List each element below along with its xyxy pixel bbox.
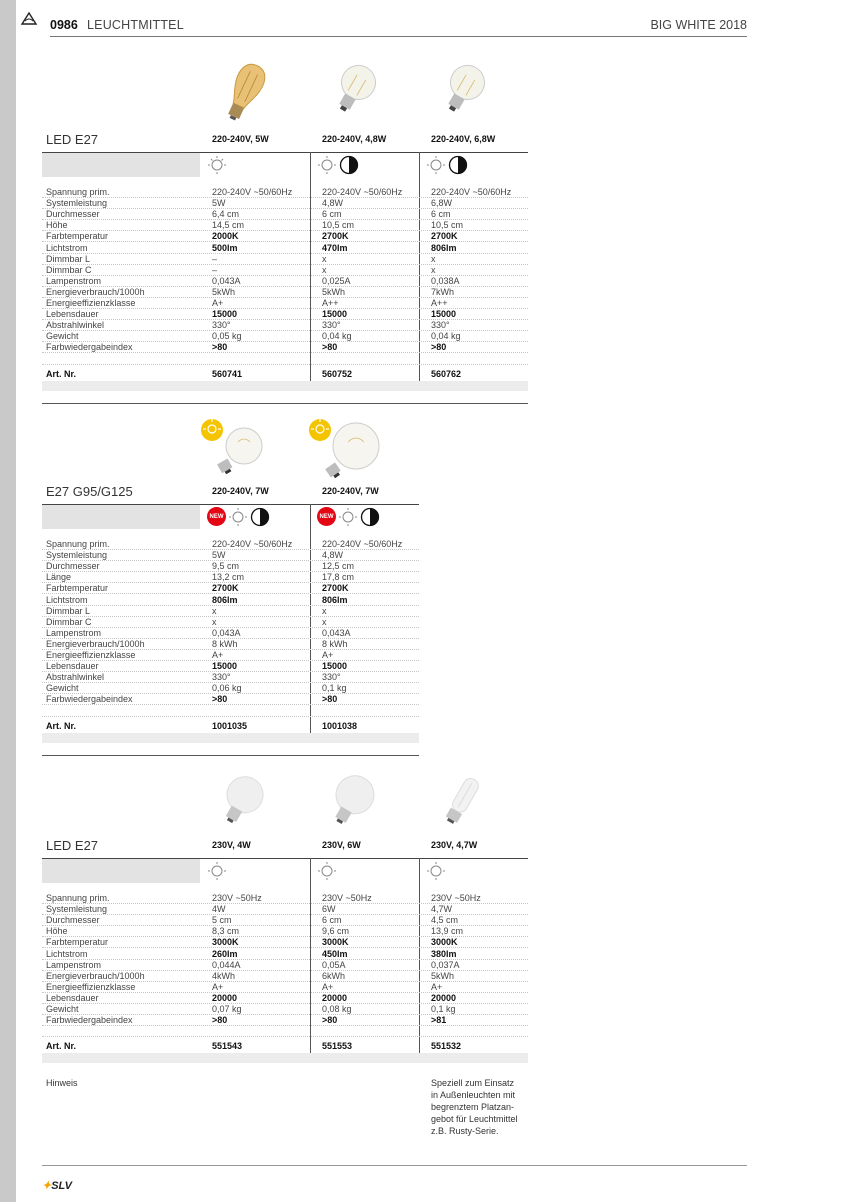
spec-label: Dimmbar L	[46, 605, 91, 616]
spec-value: 260lm	[212, 948, 238, 959]
logo-spark-icon: ✦	[42, 1180, 52, 1192]
spec-value: 20000	[431, 992, 457, 1003]
page-header	[50, 17, 747, 37]
energy-bulb-icon	[426, 155, 446, 175]
spec-value: 220-240V ~50/60Hz	[322, 539, 403, 549]
dimmable-icon	[250, 507, 270, 527]
spec-value: >80	[212, 694, 228, 705]
spec-value: 8,3 cm	[212, 926, 240, 937]
spec-value: >80	[212, 342, 228, 353]
spec-value: >80	[322, 1015, 338, 1026]
spec-label: Systemleistung	[46, 550, 108, 561]
article-number: 560752	[322, 368, 353, 379]
g125-globe-bulb-image	[308, 414, 388, 479]
spec-row	[42, 971, 528, 982]
spec-row	[42, 639, 419, 650]
spec-value: 13,9 cm	[431, 926, 464, 937]
spec-value: x	[431, 264, 436, 275]
column-header: 220-240V, 4,8W	[322, 134, 387, 144]
spec-label: Länge	[46, 572, 72, 583]
article-number-label: Art. Nr.	[46, 1041, 77, 1052]
spec-value: 0,05A	[322, 959, 346, 970]
product-table-led-e27-opal	[42, 758, 528, 1068]
article-number-label: Art. Nr.	[46, 368, 77, 379]
section-title: LED E27	[46, 838, 99, 853]
spec-value: 330°	[322, 320, 341, 331]
energy-bulb-icon	[317, 155, 337, 175]
spec-label: Lichtstrom	[46, 242, 88, 253]
icon-group	[207, 507, 270, 527]
spec-label: Energieeffizienzklasse	[46, 298, 136, 308]
spec-value: 806lm	[431, 242, 457, 253]
dimmable-icon	[360, 507, 380, 527]
energy-bulb-icon	[207, 861, 227, 881]
spec-value: x	[431, 253, 436, 264]
spec-value: 5kWh	[212, 286, 236, 297]
spec-row	[42, 331, 528, 342]
spec-value: 380lm	[431, 948, 457, 959]
spec-value: >80	[212, 1015, 228, 1026]
spec-value: 2700K	[322, 231, 349, 242]
spec-value: 0,04 kg	[431, 331, 461, 342]
spec-value: 450lm	[322, 948, 348, 959]
spec-value: A+	[431, 981, 443, 992]
spec-value: 4kWh	[212, 970, 236, 981]
spec-value: 0,038A	[431, 275, 460, 286]
spec-value: >80	[322, 342, 338, 353]
icon-group	[426, 861, 446, 881]
spec-value: 5 cm	[212, 915, 232, 926]
spec-value: A++	[431, 298, 448, 308]
column-header: 220-240V, 7W	[322, 486, 379, 496]
energy-bulb-icon	[338, 507, 358, 527]
spec-value: 17,8 cm	[322, 572, 355, 583]
spec-row	[42, 949, 528, 960]
spec-row	[42, 650, 419, 661]
opal-a-bulb-image	[322, 770, 382, 832]
spec-value: 6,4 cm	[212, 209, 240, 220]
spec-value: A+	[322, 650, 334, 660]
spec-value: 330°	[431, 320, 450, 331]
spec-value: 6,8W	[431, 198, 453, 209]
spec-row	[42, 683, 419, 694]
spec-label: Lichtstrom	[46, 594, 88, 605]
spec-label: Farbtemperatur	[46, 583, 109, 594]
spec-label: Energieverbrauch/1000h	[46, 970, 145, 981]
spec-label: Dimmbar C	[46, 264, 92, 275]
spec-row	[42, 320, 528, 331]
spec-row	[42, 672, 419, 683]
icon-group	[317, 155, 359, 175]
spec-row	[42, 628, 419, 639]
spec-value: 4,7W	[431, 904, 453, 915]
column-header: 220-240V, 5W	[212, 134, 269, 144]
spec-label: Lichtstrom	[46, 948, 88, 959]
article-number: 551543	[212, 1041, 243, 1052]
spec-value: 15000	[431, 309, 457, 320]
spec-value: >80	[431, 342, 447, 353]
spec-value: –	[212, 264, 218, 275]
spec-value: 6kWh	[322, 970, 346, 981]
spec-value: 0,043A	[212, 627, 241, 638]
new-badge: NEW	[317, 507, 336, 526]
spec-label: Abstrahlwinkel	[46, 672, 105, 683]
table-end-line	[42, 755, 419, 756]
spec-value: 6 cm	[322, 209, 342, 220]
spec-row	[42, 893, 528, 904]
spec-value: 500lm	[212, 242, 238, 253]
spec-row	[42, 937, 528, 948]
spec-label: Lebensdauer	[46, 661, 99, 672]
a60-filament-bulb-image	[427, 57, 497, 127]
spec-row	[42, 298, 528, 309]
icon-group	[207, 861, 227, 881]
dimmable-icon	[339, 155, 359, 175]
spec-value: A+	[212, 650, 224, 660]
article-number-row	[42, 1040, 528, 1053]
spec-value: x	[322, 605, 327, 616]
spec-label: Durchmesser	[46, 561, 100, 572]
article-number-label: Art. Nr.	[46, 720, 77, 731]
spec-label: Lampenstrom	[46, 627, 102, 638]
spec-row	[42, 694, 419, 705]
spec-label: Systemleistung	[46, 198, 108, 209]
spec-row	[42, 243, 528, 254]
spec-value: 0,04 kg	[322, 331, 352, 342]
new-badge: NEW	[207, 507, 226, 526]
spec-value: 0,044A	[212, 959, 241, 970]
spec-value: 10,5 cm	[322, 220, 355, 231]
spec-value: 470lm	[322, 242, 348, 253]
spec-value: 2000K	[212, 231, 239, 242]
spec-row	[42, 982, 528, 993]
spec-label: Farbtemperatur	[46, 937, 109, 948]
spacer-row	[42, 1026, 528, 1037]
spec-value: 8 kWh	[322, 638, 348, 649]
spec-row	[42, 209, 528, 220]
spec-label: Dimmbar L	[46, 253, 91, 264]
spec-label: Gewicht	[46, 331, 79, 342]
spec-label: Energieeffizienzklasse	[46, 650, 136, 660]
spec-value: 9,5 cm	[212, 561, 240, 572]
spec-value: x	[322, 264, 327, 275]
spec-value: >80	[322, 694, 338, 705]
spec-value: A++	[322, 298, 339, 308]
spec-row	[42, 926, 528, 937]
spec-label: Lebensdauer	[46, 992, 99, 1003]
spec-value: 230V ~50Hz	[322, 893, 372, 903]
spec-label: Energieeffizienzklasse	[46, 981, 136, 992]
icon-group	[317, 861, 337, 881]
spec-value: 0,07 kg	[212, 1004, 242, 1014]
spec-row	[42, 276, 528, 287]
spec-value: 10,5 cm	[431, 220, 464, 231]
article-number: 551553	[322, 1041, 353, 1052]
product-table-e27-globe	[42, 404, 419, 754]
spec-label: Lebensdauer	[46, 309, 99, 320]
spec-label: Farbwiedergabeindex	[46, 1015, 133, 1026]
spec-label: Spannung prim.	[46, 539, 110, 549]
spec-value: >81	[431, 1015, 447, 1026]
spec-row	[42, 254, 528, 265]
spec-value: 15000	[212, 661, 238, 672]
spec-row	[42, 915, 528, 926]
spec-value: A+	[322, 981, 334, 992]
spec-value: 230V ~50Hz	[431, 893, 481, 903]
spec-value: 5W	[212, 198, 226, 209]
spec-value: 4,5 cm	[431, 915, 459, 926]
spec-value: 9,6 cm	[322, 926, 350, 937]
spec-label: Farbwiedergabeindex	[46, 342, 133, 353]
spec-value: 0,043A	[212, 275, 241, 286]
section-title: E27 G95/G125	[46, 484, 133, 499]
article-number: 560762	[431, 368, 462, 379]
spec-row	[42, 904, 528, 915]
spec-value: 12,5 cm	[322, 561, 355, 572]
energy-bulb-icon	[317, 861, 337, 881]
spec-value: 20000	[212, 992, 238, 1003]
spec-value: 0,05 kg	[212, 331, 242, 342]
spec-value: 220-240V ~50/60Hz	[212, 187, 293, 197]
column-header: 230V, 6W	[322, 840, 361, 850]
spec-value: 330°	[322, 672, 341, 683]
spec-value: 220-240V ~50/60Hz	[431, 187, 512, 197]
spec-value: 15000	[322, 661, 348, 672]
spec-row	[42, 539, 419, 550]
article-number: 551532	[431, 1041, 462, 1052]
spec-label: Gewicht	[46, 683, 79, 694]
spec-value: 3000K	[431, 937, 458, 948]
spec-value: 14,5 cm	[212, 220, 245, 231]
spec-value: 6 cm	[322, 915, 342, 926]
article-number-row	[42, 368, 528, 381]
spec-value: 4W	[212, 904, 226, 915]
category-title: LEUCHTMITTEL	[87, 18, 184, 32]
spec-label: Systemleistung	[46, 904, 108, 915]
spec-value: x	[212, 605, 217, 616]
spec-label: Farbwiedergabeindex	[46, 694, 133, 705]
spec-value: 330°	[212, 672, 231, 683]
spec-value: x	[322, 253, 327, 264]
spec-value: 7kWh	[431, 286, 455, 297]
spec-value: 0,1 kg	[322, 683, 347, 694]
spec-row	[42, 265, 528, 276]
spacer-row	[42, 354, 528, 365]
spec-row	[42, 993, 528, 1004]
spec-value: 13,2 cm	[212, 572, 245, 583]
spec-value: 330°	[212, 320, 231, 331]
column-header: 220-240V, 7W	[212, 486, 269, 496]
spec-row	[42, 187, 528, 198]
spec-value: 4,8W	[322, 550, 344, 561]
energy-bulb-icon	[426, 861, 446, 881]
edison-bulb-amber-image	[210, 57, 280, 127]
g95-globe-bulb-image	[200, 414, 270, 474]
spec-label: Farbtemperatur	[46, 231, 109, 242]
spec-value: 0,025A	[322, 275, 351, 286]
spacer-row	[42, 706, 419, 717]
spec-label: Spannung prim.	[46, 187, 110, 197]
spec-label: Lampenstrom	[46, 959, 102, 970]
spec-value: 4,8W	[322, 198, 344, 209]
spec-value: 2700K	[431, 231, 458, 242]
article-number-row	[42, 720, 419, 733]
spec-value: 6W	[322, 904, 336, 915]
spec-value: 5W	[212, 550, 226, 561]
spec-row	[42, 617, 419, 628]
spec-value: 0,037A	[431, 959, 460, 970]
spec-row	[42, 198, 528, 209]
section-title: LED E27	[46, 132, 99, 147]
spec-label: Durchmesser	[46, 209, 100, 220]
spec-row	[42, 595, 419, 606]
hint-label: Hinweis	[46, 1078, 78, 1088]
product-table-led-e27-filament	[42, 52, 528, 402]
spec-row	[42, 1015, 528, 1026]
spec-value: 0,043A	[322, 627, 351, 638]
spec-row	[42, 583, 419, 594]
spec-row	[42, 309, 528, 320]
icon-group	[207, 155, 227, 175]
spec-value: 5kWh	[431, 970, 455, 981]
spec-value: x	[322, 616, 327, 627]
column-header: 230V, 4,7W	[431, 840, 478, 850]
energy-bulb-icon	[207, 155, 227, 175]
page-edge-strip	[0, 0, 16, 1202]
column-header: 220-240V, 6,8W	[431, 134, 496, 144]
spec-value: 3000K	[322, 937, 349, 948]
spec-value: 2700K	[322, 583, 349, 594]
spec-value: 2700K	[212, 583, 239, 594]
dimmable-icon	[448, 155, 468, 175]
catalog-title: BIG WHITE 2018	[650, 18, 747, 32]
spec-value: 806lm	[212, 594, 238, 605]
spec-value: 220-240V ~50/60Hz	[212, 539, 293, 549]
spec-value: 8 kWh	[212, 638, 238, 649]
spec-value: A+	[212, 981, 224, 992]
hint-text: Speziell zum Einsatz in Außenleuchten mit begrenztem Platzan- gebot für Leuchtmittel z.B. Rusty-Serie.	[431, 1078, 518, 1136]
opal-a-bulb-image	[212, 770, 272, 832]
spec-value: 15000	[322, 309, 348, 320]
spec-label: Energieverbrauch/1000h	[46, 286, 145, 297]
spec-row	[42, 960, 528, 971]
spec-value: 806lm	[322, 594, 348, 605]
spec-value: 0,1 kg	[431, 1004, 456, 1014]
spec-value: 0,06 kg	[212, 683, 242, 694]
spec-value: 6 cm	[431, 209, 451, 220]
spec-value: A+	[212, 298, 224, 308]
spec-row	[42, 661, 419, 672]
energy-bulb-icon	[228, 507, 248, 527]
column-header: 230V, 4W	[212, 840, 251, 850]
icon-group	[317, 507, 380, 527]
tubular-bulb-image	[434, 774, 489, 832]
spec-row	[42, 220, 528, 231]
spec-value: 0,08 kg	[322, 1004, 352, 1014]
article-filler-row	[42, 381, 528, 391]
spec-label: Lampenstrom	[46, 275, 102, 286]
page-number: 0986	[50, 18, 78, 32]
spec-label: Spannung prim.	[46, 893, 110, 903]
spec-label: Höhe	[46, 926, 68, 937]
spec-value: 20000	[322, 992, 348, 1003]
article-filler-row	[42, 1053, 528, 1063]
icon-group	[426, 155, 468, 175]
spec-label: Durchmesser	[46, 915, 100, 926]
spec-value: 220-240V ~50/60Hz	[322, 187, 403, 197]
spec-value: 3000K	[212, 937, 239, 948]
spec-row	[42, 287, 528, 298]
spec-value: 230V ~50Hz	[212, 893, 262, 903]
footer-divider	[42, 1165, 747, 1166]
spec-row	[42, 606, 419, 617]
spec-value: x	[212, 616, 217, 627]
spec-row	[42, 572, 419, 583]
article-number: 1001038	[322, 720, 358, 731]
spec-label: Gewicht	[46, 1004, 79, 1014]
spec-row	[42, 561, 419, 572]
article-filler-row	[42, 733, 419, 743]
spec-row	[42, 231, 528, 242]
lamp-category-icon	[16, 0, 42, 38]
article-number: 560741	[212, 368, 243, 379]
spec-label: Energieverbrauch/1000h	[46, 638, 145, 649]
article-number: 1001035	[212, 720, 248, 731]
a60-filament-bulb-image	[318, 57, 388, 127]
spec-label: Höhe	[46, 220, 68, 231]
icon-bar	[42, 858, 528, 882]
spec-row	[42, 550, 419, 561]
slv-logo: ✦SLV	[42, 1180, 73, 1192]
spec-label: Dimmbar C	[46, 616, 92, 627]
spec-value: –	[212, 253, 218, 264]
spec-row	[42, 1004, 528, 1015]
spec-label: Abstrahlwinkel	[46, 320, 105, 331]
spec-row	[42, 342, 528, 353]
spec-value: 15000	[212, 309, 238, 320]
spec-value: 5kWh	[322, 286, 346, 297]
